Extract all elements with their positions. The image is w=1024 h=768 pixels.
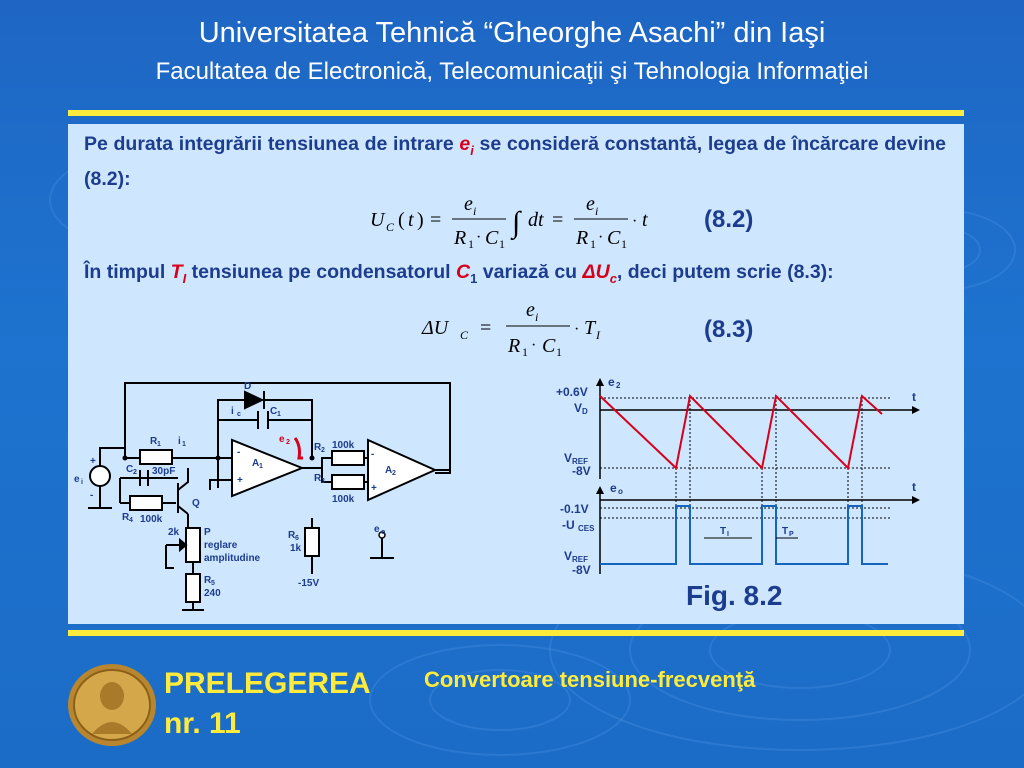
- svg-text:R: R: [288, 530, 296, 541]
- svg-text:i: i: [178, 436, 181, 447]
- svg-text:C: C: [607, 227, 621, 249]
- svg-text:R: R: [508, 335, 521, 357]
- svg-text:D: D: [244, 381, 252, 392]
- svg-text:4: 4: [129, 517, 133, 524]
- svg-text:2: 2: [286, 439, 290, 446]
- svg-text:P: P: [204, 527, 211, 538]
- waveform-diagram: [552, 374, 932, 584]
- svg-text:R: R: [314, 442, 322, 453]
- svg-text:e: e: [526, 299, 535, 321]
- svg-text:·: ·: [632, 213, 638, 230]
- svg-text:o: o: [618, 487, 623, 496]
- svg-text:-: -: [237, 447, 241, 458]
- svg-text:·: ·: [598, 229, 604, 246]
- svg-text:t: t: [912, 480, 916, 494]
- svg-text:REF: REF: [572, 555, 588, 564]
- svg-text:-U: -U: [562, 518, 575, 532]
- svg-text:1: 1: [522, 345, 528, 359]
- svg-text:+: +: [371, 483, 377, 494]
- svg-text:1: 1: [182, 441, 186, 448]
- svg-text:6: 6: [295, 535, 299, 542]
- svg-text:C: C: [386, 220, 395, 234]
- svg-text:1: 1: [590, 237, 596, 251]
- svg-text:C: C: [126, 464, 134, 475]
- university-medal-logo: [66, 662, 158, 748]
- svg-text:C: C: [542, 335, 556, 357]
- svg-text:R: R: [204, 575, 212, 586]
- svg-text:D: D: [582, 407, 588, 416]
- svg-text:o: o: [381, 529, 386, 536]
- svg-text:=: =: [480, 317, 492, 339]
- svg-text:100k: 100k: [332, 494, 355, 505]
- svg-text:+0.6V: +0.6V: [556, 385, 588, 399]
- svg-text:·: ·: [531, 337, 537, 354]
- svg-text:R: R: [576, 227, 589, 249]
- svg-text:e: e: [586, 193, 595, 215]
- svg-text:1: 1: [157, 441, 161, 448]
- svg-text:I: I: [727, 531, 729, 538]
- svg-text:·: ·: [574, 321, 580, 338]
- svg-text:2k: 2k: [168, 527, 180, 538]
- svg-text:C: C: [270, 406, 278, 417]
- svg-text:R: R: [454, 227, 467, 249]
- svg-text:i: i: [473, 204, 477, 218]
- svg-text:1: 1: [277, 411, 281, 418]
- svg-text:C: C: [460, 328, 469, 342]
- svg-text:∫: ∫: [512, 206, 521, 239]
- svg-text:): ): [417, 209, 424, 231]
- svg-text:+: +: [237, 475, 243, 486]
- svg-text:e: e: [374, 524, 380, 535]
- svg-text:30pF: 30pF: [152, 466, 176, 477]
- svg-text:P: P: [789, 531, 794, 538]
- svg-text:T: T: [782, 526, 789, 537]
- svg-text:e: e: [464, 193, 473, 215]
- svg-text:+: +: [90, 456, 96, 467]
- svg-text:amplitudine: amplitudine: [204, 553, 261, 564]
- svg-text:A: A: [385, 465, 393, 476]
- svg-text:=: =: [552, 209, 564, 231]
- svg-text:e: e: [610, 481, 617, 495]
- svg-text:reglare: reglare: [204, 540, 238, 551]
- svg-text:V: V: [564, 451, 573, 465]
- svg-text:5: 5: [211, 580, 215, 587]
- svg-text:e: e: [279, 434, 285, 445]
- bottom-divider: [68, 630, 964, 636]
- svg-text:1: 1: [468, 237, 474, 251]
- university-title: Universitatea Tehnică “Gheorghe Asachi” din Iaşi: [198, 17, 826, 49]
- svg-text:C: C: [485, 227, 499, 249]
- svg-text:Q: Q: [192, 498, 200, 509]
- lecture-topic: Convertoare tensiune-frecvenţă: [424, 667, 756, 692]
- svg-text:R: R: [314, 473, 322, 484]
- svg-text:1: 1: [499, 237, 505, 251]
- svg-text:t: t: [912, 390, 916, 404]
- svg-text:-: -: [90, 490, 94, 501]
- svg-text:e: e: [608, 375, 615, 389]
- equation-8-2: [364, 190, 664, 254]
- svg-text:1: 1: [621, 237, 627, 251]
- svg-text:2: 2: [392, 470, 396, 477]
- svg-text:i: i: [595, 204, 599, 218]
- svg-text:100k: 100k: [332, 440, 355, 451]
- svg-text:(: (: [398, 209, 405, 231]
- svg-text:100k: 100k: [140, 514, 163, 525]
- svg-text:i: i: [81, 479, 83, 486]
- svg-text:V: V: [564, 549, 573, 563]
- equation-8-3: [418, 296, 618, 366]
- svg-text:CES: CES: [578, 524, 595, 533]
- svg-text:R: R: [150, 436, 158, 447]
- svg-text:R: R: [122, 512, 130, 523]
- svg-text:-8V: -8V: [572, 563, 591, 577]
- svg-text:1: 1: [556, 345, 562, 359]
- equation-label-8-3: (8.3): [704, 316, 754, 343]
- svg-text:-: -: [371, 449, 375, 460]
- svg-text:-15V: -15V: [298, 578, 320, 589]
- svg-text:t: t: [642, 209, 648, 231]
- svg-text:ΔU: ΔU: [422, 317, 449, 339]
- svg-text:U: U: [370, 209, 385, 231]
- svg-text:T: T: [584, 317, 596, 339]
- svg-text:2: 2: [616, 381, 621, 390]
- paragraph-integration: Pe durata integrării tensiunea de intrare $e_i$ se consideră constantă, legea de încărcare devine (8.2):: [84, 133, 946, 190]
- svg-text:A: A: [252, 458, 260, 469]
- svg-text:dt: dt: [528, 209, 544, 231]
- svg-text:240: 240: [204, 588, 221, 599]
- svg-text:·: ·: [476, 229, 482, 246]
- svg-text:-8V: -8V: [572, 464, 591, 478]
- svg-text:i: i: [231, 406, 234, 417]
- svg-text:i: i: [535, 310, 539, 324]
- faculty-subtitle: Facultatea de Electronică, Telecomunicaţii şi Tehnologia Informaţiei: [155, 58, 869, 85]
- paragraph-capacitor: În timpul $T_I$ tensiunea pe condensatorul $C_1$ variază cu $\Delta U_c$, deci putem scrie (8.3):: [84, 261, 834, 286]
- svg-text:2: 2: [133, 469, 137, 476]
- svg-text:-0.1V: -0.1V: [560, 502, 589, 516]
- svg-text:REF: REF: [572, 457, 588, 466]
- svg-text:1k: 1k: [290, 543, 302, 554]
- svg-text:I: I: [596, 328, 600, 342]
- svg-text:c: c: [237, 411, 241, 418]
- circuit-diagram: [70, 378, 460, 618]
- svg-text:e: e: [74, 474, 80, 485]
- svg-text:2: 2: [321, 447, 325, 454]
- svg-text:1: 1: [259, 463, 263, 470]
- top-divider: [68, 110, 964, 116]
- lecture-number: PRELEGEREA nr. 11: [164, 667, 371, 740]
- svg-text:T: T: [720, 526, 727, 537]
- svg-text:=: =: [430, 209, 442, 231]
- svg-text:V: V: [574, 401, 583, 415]
- figure-caption: Fig. 8.2: [686, 580, 783, 611]
- svg-text:3: 3: [321, 478, 325, 485]
- equation-label-8-2: (8.2): [704, 206, 754, 233]
- svg-text:t: t: [408, 209, 414, 231]
